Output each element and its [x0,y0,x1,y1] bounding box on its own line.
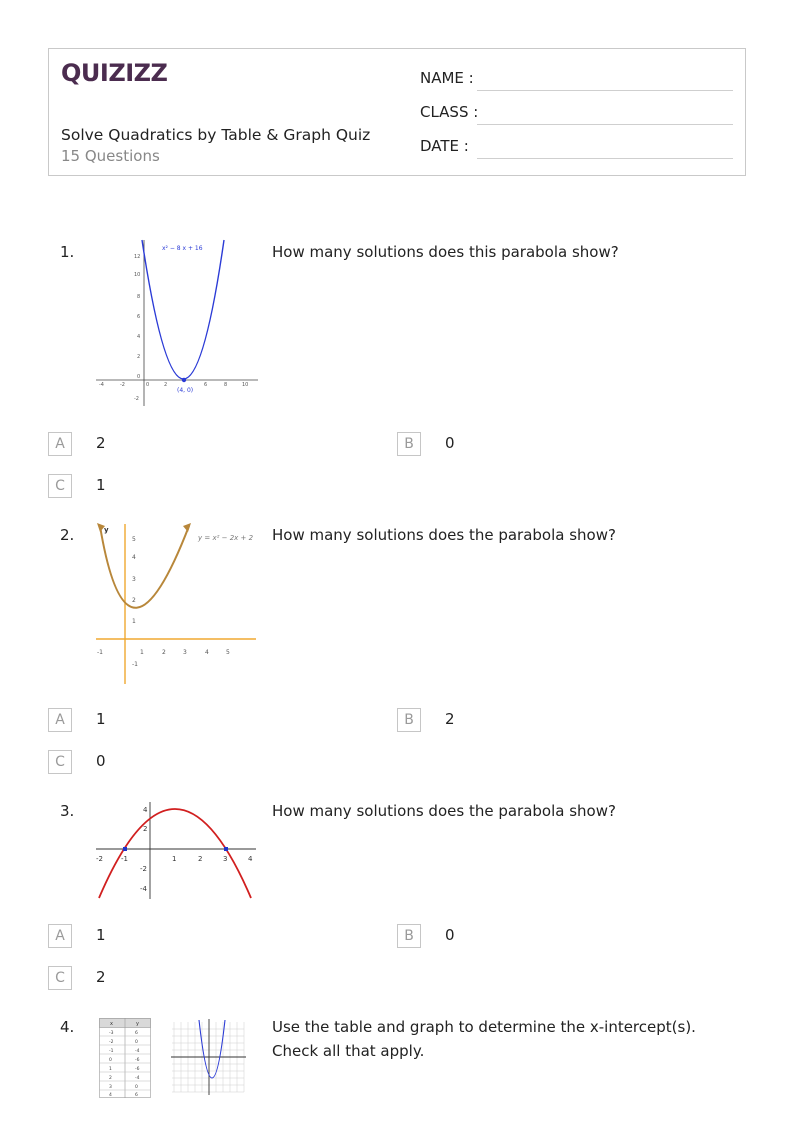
q3-option-b-box[interactable]: B [397,924,421,948]
q1-x-tick: 0 [146,382,150,388]
q4-table-cell: -3 [109,1031,114,1036]
q4-table-cell: 6 [135,1093,138,1098]
class-line [477,124,733,125]
q3-option-c-text: 2 [96,968,106,986]
question-2-number: 2. [60,526,75,544]
q1-x-tick: -4 [99,382,104,388]
q4-table-cell: -2 [109,1040,114,1045]
q1-y-tick: -2 [134,396,139,402]
q1-x-tick: 6 [204,382,208,388]
q3-root-right [224,847,228,851]
q1-x-tick: -2 [120,382,125,388]
q3-y-tick: -4 [140,885,147,893]
q1-vertex-point [182,378,186,382]
q4-table-header-y: y [136,1021,139,1027]
q4-table-cell: -1 [109,1049,114,1054]
worksheet-header [48,48,746,176]
q3-y-tick: 2 [143,825,148,833]
name-label: NAME : [420,69,474,87]
q3-root-left [123,847,127,851]
q3-parabola [99,809,251,898]
question-3-graph [94,800,260,902]
name-line [477,90,733,91]
q2-option-a-box[interactable]: A [48,708,72,732]
q2-y-tick: 2 [132,597,136,604]
q2-x-tick: 1 [140,649,144,656]
q4-table-cell: -4 [135,1076,140,1081]
q2-x-tick: 5 [226,649,230,656]
question-2-text: How many solutions does the parabola show? [272,526,616,544]
q1-parabola [142,240,224,379]
q3-x-tick: -2 [96,855,103,863]
q4-table-cell: 0 [109,1058,112,1063]
question-3-text: How many solutions does the parabola show? [272,802,616,820]
question-count: 15 Questions [61,147,160,165]
q1-y-tick: 6 [137,314,141,320]
q1-x-tick: 2 [164,382,168,388]
q4-table-cell: -4 [135,1049,140,1054]
q3-option-c-box[interactable]: C [48,966,72,990]
date-line [477,158,733,159]
q4-table-cell: 6 [135,1031,138,1036]
q4-table-cell: 3 [109,1085,112,1090]
q1-y-tick: 2 [137,354,141,360]
q2-parabola [100,526,189,608]
q2-option-b-text: 2 [445,710,455,728]
q1-y-tick: 10 [134,272,141,278]
question-4-text: Use the table and graph to determine the x-intercept(s). Check all that apply. [272,1018,696,1060]
q1-option-a-box[interactable]: A [48,432,72,456]
q3-y-tick: -2 [140,865,147,873]
q2-option-b-box[interactable]: B [397,708,421,732]
class-label: CLASS : [420,103,479,121]
q1-option-c-text: 1 [96,476,106,494]
q3-option-a-box[interactable]: A [48,924,72,948]
q2-y-tick: 4 [132,554,136,561]
q3-x-tick: 2 [198,855,203,863]
question-1-graph [94,238,260,410]
question-4-graph [170,1018,246,1096]
q3-option-b-text: 0 [445,926,455,944]
question-4-table [99,1018,151,1098]
q4-parabola [199,1020,225,1078]
q3-x-tick: 4 [248,855,253,863]
q4-table-cell: -6 [135,1058,140,1063]
q2-option-a-text: 1 [96,710,106,728]
q4-table-header-x: x [110,1021,113,1027]
q1-option-a-text: 2 [96,434,106,452]
q2-y-tick: 5 [132,536,136,543]
q4-table-cell: -6 [135,1067,140,1072]
q2-x-tick: -1 [97,649,103,656]
q3-y-tick: 4 [143,806,148,814]
q3-x-tick: -1 [121,855,128,863]
q1-y-tick: 8 [137,294,141,300]
q2-equation: y = x² − 2x + 2 [198,534,254,542]
date-label: DATE : [420,137,469,155]
q2-y-axis-label: y [104,526,109,534]
q1-y-tick: 4 [137,334,141,340]
q1-equation: x² − 8 x + 16 [162,245,203,252]
q4-table-cell: 0 [135,1085,138,1090]
question-3-number: 3. [60,802,75,820]
q1-x-tick: 10 [242,382,249,388]
quiz-title: Solve Quadratics by Table & Graph Quiz [61,126,371,144]
question-1-number: 1. [60,243,75,261]
q2-x-tick: 2 [162,649,166,656]
q1-x-tick: 8 [224,382,228,388]
q1-option-b-box[interactable]: B [397,432,421,456]
q3-option-a-text: 1 [96,926,106,944]
quizizz-logo: QUIZIZZ [61,59,168,87]
q1-option-b-text: 0 [445,434,455,452]
q1-y-tick: 0 [137,374,141,380]
q3-x-tick: 3 [223,855,228,863]
q4-table-cell: 4 [109,1093,112,1098]
question-4-number: 4. [60,1018,75,1036]
q2-option-c-text: 0 [96,752,106,770]
q1-option-c-box[interactable]: C [48,474,72,498]
question-1-text: How many solutions does this parabola show? [272,243,619,261]
q3-x-tick: 1 [172,855,177,863]
q2-y-tick: 1 [132,618,136,625]
q4-table-cell: 1 [109,1067,112,1072]
q2-option-c-box[interactable]: C [48,750,72,774]
q1-vertex-label: (4, 0) [177,387,194,394]
question-2-graph [94,520,260,686]
q2-y-tick: 3 [132,576,136,583]
q4-table-cell: 0 [135,1040,138,1045]
q2-right-arrow [183,523,191,532]
q4-table-cell: 2 [109,1076,112,1081]
q2-x-tick: 4 [205,649,209,656]
q2-x-tick: 3 [183,649,187,656]
q2-y-tick: -1 [132,661,138,668]
q1-y-tick: 12 [134,254,141,260]
